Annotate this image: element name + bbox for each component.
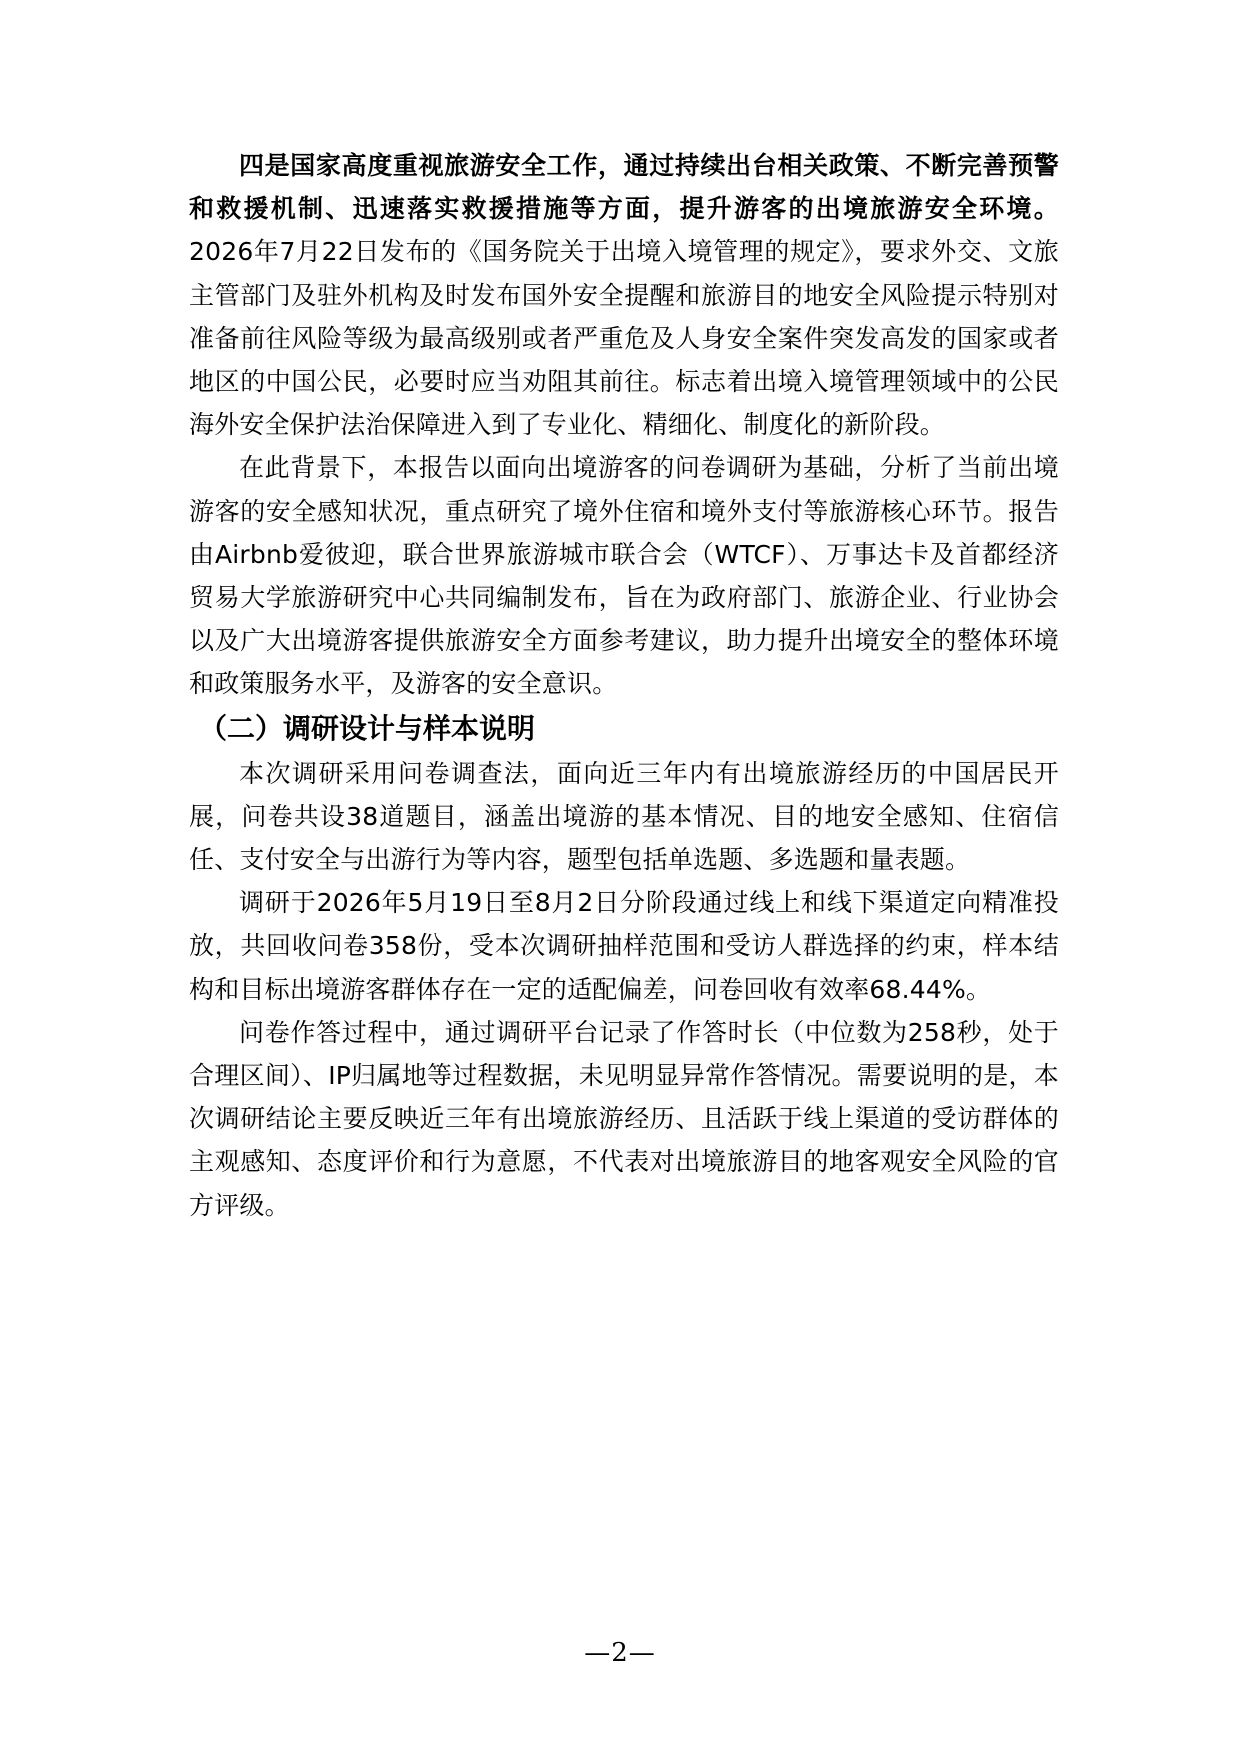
paragraph-survey-method: 本次调研采用问卷调查法，面向近三年内有出境旅游经历的中国居民开展，问卷共设38道题目，涵盖出境游的基本情况、目的地安全感知、住宿信任、支付安全与出游行为等内容，题型包括单选题、多选题和量表题。 [189,758,1059,875]
paragraph-policy-background [189,144,1059,446]
document-body [189,144,1059,1227]
section-heading: （二）调研设计与样本说明 [199,711,536,745]
paragraph-survey-quality: 问卷作答过程中，通过调研平台记录了作答时长（中位数为258秒，处于合理区间）、IP归属地等过程数据，未见明显异常作答情况。需要说明的是，本次调研结论主要反映近三年有出境旅游经历、且活跃于线上渠道的受访群体的主观感知、态度评价和行为意愿，不代表对出境旅游目的地客观安全风险的官方评级。 [189,1017,1059,1220]
paragraph-survey-period: 调研于2026年5月19日至8月2日分阶段通过线上和线下渠道定向精准投放，共回收问卷358份，受本次调研抽样范围和受访人群选择的约束，样本结构和目标出境游客群体存在一定的适配偏差，问卷回收有效率68.44%。 [189,888,1059,1004]
page-number: —2— [584,1638,656,1668]
paragraph-report-purpose: 在此背景下，本报告以面向出境游客的问卷调研为基础，分析了当前出境游客的安全感知状况，重点研究了境外住宿和境外支付等旅游核心环节。报告由Airbnb爱彼迎，联合世界旅游城市联合会（WTCF）、万事达卡及首都经济贸易大学旅游研究中心共同编制发布，旨在为政府部门、旅游企业、行业协会以及广大出境游客提供旅游安全方面参考建议，助力提升出境安全的整体环境和政策服务水平，及游客的安全意识。 [189,453,1059,699]
paragraph-policy-text: 2026年7月22日发布的《国务院关于出境入境管理的规定》，要求外交、文旅主管部门及驻外机构及时发布国外安全提醒和旅游目的地安全风险提示特别对准备前往风险等级为最高级别或者严重危及人身安全案件突发高发的国家或者地区的中国公民，必要时应当劝阻其前往。标志着出境入境管理领域中的公民海外安全保护法治保障进入到了专业化、精细化、制度化的新阶段。 [189,237,1059,440]
paragraph-bold-lead: 四是国家高度重视旅游安全工作，通过持续出台相关政策、不断完善预警和救援机制、迅速落实救援措施等方面，提升游客的出境旅游安全环境。 [189,151,1059,224]
